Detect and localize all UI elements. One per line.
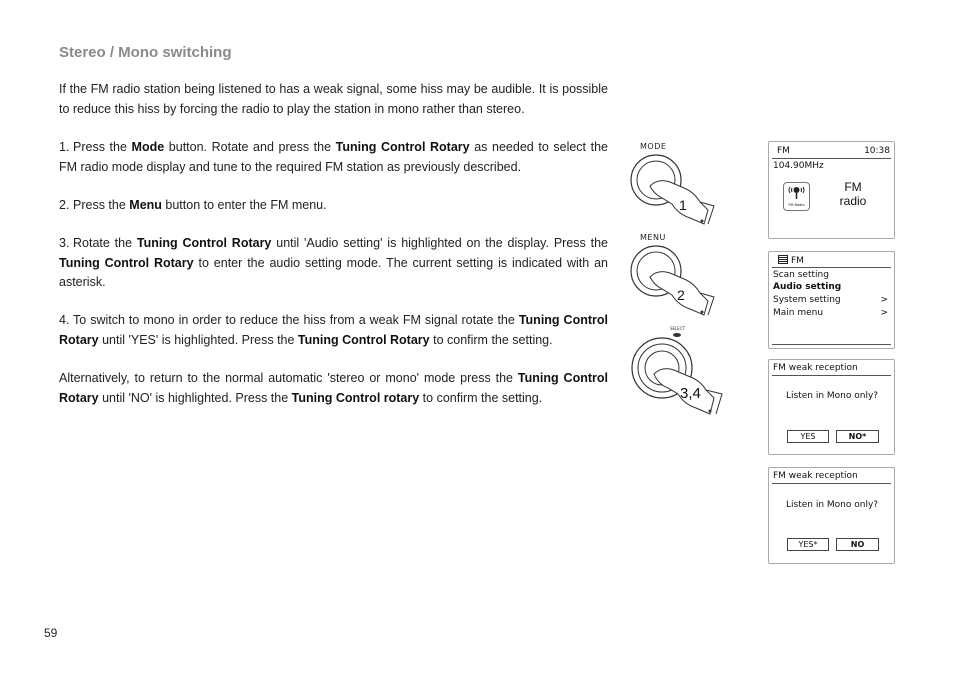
fm-radio-title-line1: FM bbox=[844, 180, 862, 194]
rotary-step-number: 3,4 bbox=[680, 385, 701, 402]
para-text: to confirm the setting. bbox=[419, 390, 543, 405]
step-number: 3. bbox=[59, 236, 70, 250]
weak-reception-title: FM weak reception bbox=[773, 363, 858, 373]
step-4 bbox=[59, 311, 608, 350]
fm-radio-title-line2: radio bbox=[839, 194, 867, 208]
step-text: button to enter the FM menu. bbox=[161, 198, 327, 212]
yes-option: YES bbox=[787, 430, 829, 443]
step-text: button. Rotate and press the bbox=[164, 140, 336, 154]
step-number: 4. bbox=[59, 313, 70, 327]
step-1 bbox=[59, 138, 608, 177]
menu-button-label: MENU bbox=[640, 233, 666, 242]
mode-button-label: MODE bbox=[640, 142, 667, 151]
step-text: Press the bbox=[73, 140, 132, 154]
antenna-icon bbox=[784, 183, 809, 201]
menu-icon bbox=[778, 255, 788, 264]
step-bold: Tuning Control Rotary bbox=[297, 332, 430, 347]
fm-radio-icon-frame bbox=[783, 182, 810, 211]
step-number: 1. bbox=[59, 140, 70, 154]
step-text: Rotate the bbox=[73, 236, 137, 250]
step-text: to enter the audio setting mode. The current setting is indicated with an asterisk. bbox=[59, 255, 608, 289]
fm-radio-screen bbox=[768, 141, 895, 239]
weak-reception-title: FM weak reception bbox=[773, 471, 858, 481]
step-bold: Tuning Control Rotary bbox=[335, 140, 470, 154]
clock-time: 10:38 bbox=[864, 146, 890, 156]
menu-item-system-setting: System setting > bbox=[773, 295, 888, 305]
fm-mode-label: FM bbox=[777, 146, 790, 156]
select-indicator-icon bbox=[673, 333, 681, 337]
menu-item-audio-setting: Audio setting bbox=[773, 282, 842, 292]
fm-menu-screen bbox=[768, 251, 895, 349]
chevron-right-icon: > bbox=[880, 308, 888, 318]
step-text: until 'YES' is highlighted. Press the bbox=[98, 332, 298, 347]
para-bold: Tuning Control Rotary bbox=[59, 371, 608, 405]
step-number: 2. bbox=[59, 198, 70, 212]
alternative-paragraph bbox=[59, 369, 608, 408]
page-heading: Stereo / Mono switching bbox=[59, 44, 232, 61]
step-text: Press the bbox=[73, 198, 130, 212]
step-bold: Tuning Control Rotary bbox=[59, 255, 194, 270]
fm-radio-icon-caption: FM Radio bbox=[788, 203, 805, 207]
chevron-right-icon: > bbox=[880, 295, 888, 305]
rotary-hand-illustration bbox=[626, 322, 736, 427]
para-text: until 'NO' is highlighted. Press the bbox=[98, 390, 292, 405]
menu-button-hand-illustration bbox=[628, 243, 723, 323]
step-bold: Tuning Control Rotary bbox=[59, 313, 608, 347]
intro-paragraph: If the FM radio station being listened to has a weak signal, some hiss may be audible. It is possible to reduce this hiss by forcing the radio to play the station in mono rather than stereo. bbox=[59, 82, 608, 116]
menu-item-main-menu: Main menu > bbox=[773, 308, 888, 318]
mode-step-number: 1 bbox=[679, 197, 687, 213]
step-text: as needed to select the FM radio mode display and tune to the required FM station as previously described. bbox=[59, 140, 609, 174]
step-2 bbox=[59, 196, 608, 216]
mono-question: Listen in Mono only? bbox=[786, 500, 879, 510]
step-text: to confirm the setting. bbox=[429, 332, 553, 347]
step-bold: Tuning Control Rotary bbox=[136, 236, 272, 250]
fm-radio-title bbox=[827, 180, 879, 208]
weak-reception-screen-no bbox=[768, 359, 895, 455]
yes-option: YES* bbox=[787, 538, 829, 551]
no-option: NO bbox=[836, 538, 879, 551]
step-text: To switch to mono in order to reduce the hiss from a weak FM signal rotate the bbox=[73, 313, 519, 327]
menu-item-scan-setting: Scan setting bbox=[773, 270, 829, 280]
step-bold: Menu bbox=[129, 198, 162, 212]
select-label: SELECT bbox=[670, 326, 686, 331]
mode-button-hand-illustration bbox=[628, 152, 723, 232]
step-3 bbox=[59, 234, 608, 293]
mono-question: Listen in Mono only? bbox=[786, 391, 879, 401]
para-bold: Tuning Control rotary bbox=[291, 390, 420, 405]
page-number: 59 bbox=[44, 626, 58, 640]
menu-title: FM bbox=[791, 256, 804, 266]
menu-step-number: 2 bbox=[677, 287, 685, 303]
step-bold: Mode bbox=[131, 140, 165, 154]
menu-header bbox=[778, 255, 888, 266]
weak-reception-screen-yes bbox=[768, 467, 895, 564]
no-option: NO* bbox=[836, 430, 879, 443]
para-text: Alternatively, to return to the normal automatic 'stereo or mono' mode press the bbox=[59, 371, 518, 385]
frequency: 104.90MHz bbox=[773, 161, 824, 171]
step-text: until 'Audio setting' is highlighted on the display. Press the bbox=[271, 236, 608, 250]
